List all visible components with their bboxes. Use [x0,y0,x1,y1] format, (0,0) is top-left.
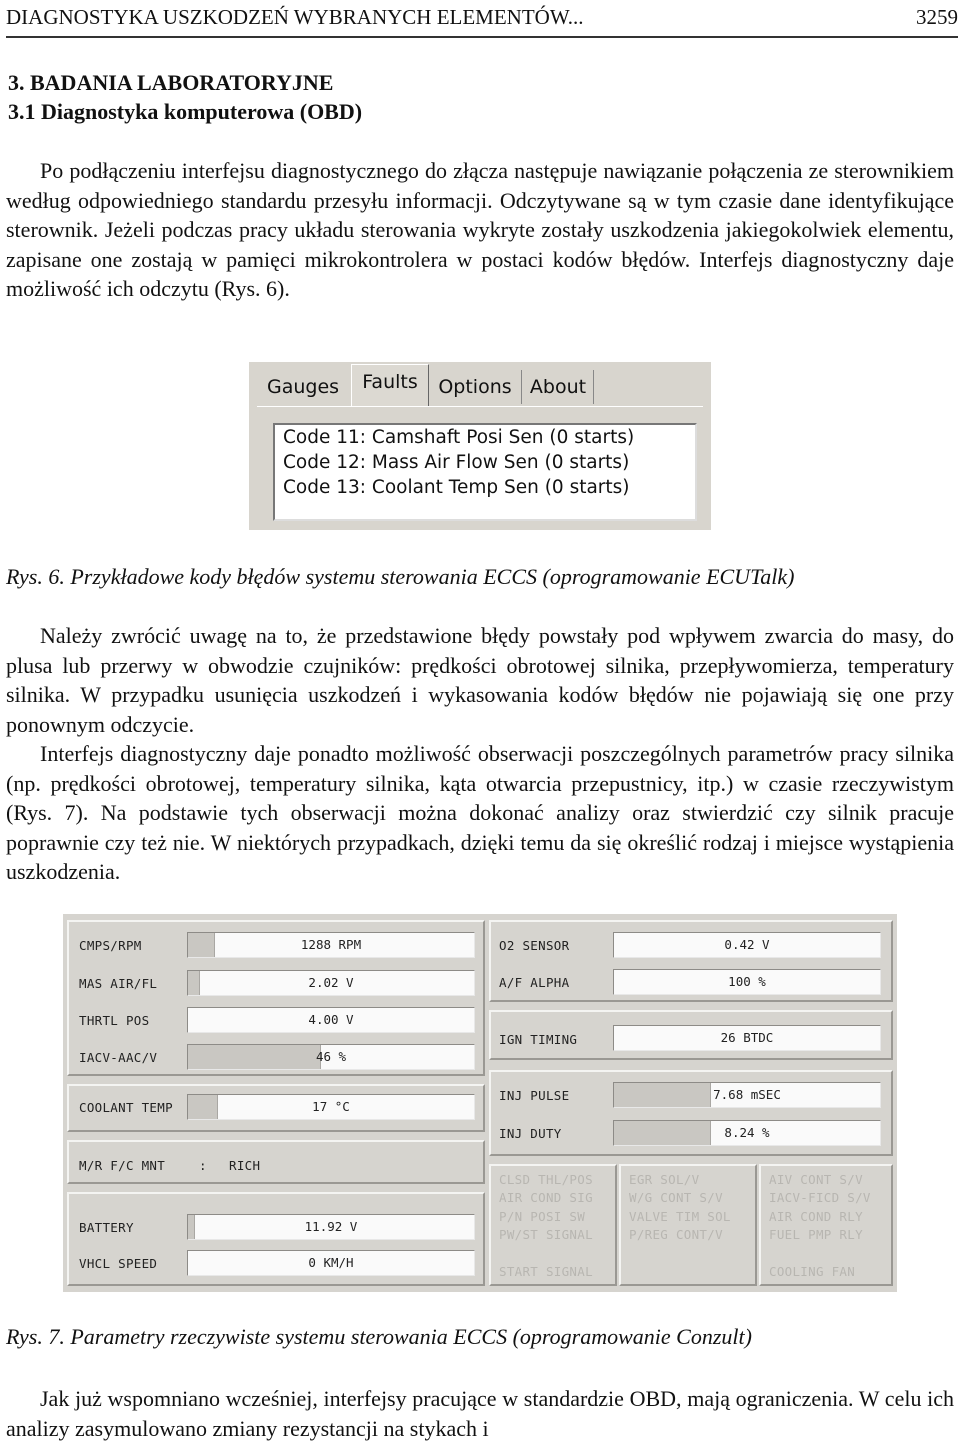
o2-sensor-gauge [613,932,881,958]
fault-code-item[interactable]: Code 12: Mass Air Flow Sen (0 starts) [283,452,630,473]
signal-indicator: W/G CONT S/V [629,1190,723,1205]
ecutalk-window [249,362,711,530]
tab-faults[interactable]: Faults [351,364,429,407]
mr-fc-group [67,1140,485,1184]
signal-indicator: CLSD THL/POS [499,1172,593,1187]
vhcl-speed-value: 0 KM/H [308,1255,354,1270]
section-heading: 3. BADANIA LABORATORYJNE [8,70,334,95]
battery-gauge [187,1214,475,1240]
signal-indicator: IACV-FICD S/V [769,1190,871,1205]
conzult-data-panel [63,914,897,1292]
inj-pulse-value: 7.68 mSEC [713,1087,781,1102]
ign-timing-gauge [613,1025,881,1051]
fault-code-list[interactable] [273,423,697,521]
tab-gauges[interactable]: Gauges [255,370,352,404]
cmps-value: 1288 RPM [300,937,362,952]
injector-group [489,1070,893,1156]
iacv-value: 46 % [315,1049,347,1064]
tab-bar [249,362,711,406]
battery-speed-group [67,1192,485,1286]
signal-indicator: FUEL PMP RLY [769,1227,863,1242]
subsection-heading: 3.1 Diagnostyka komputerowa (OBD) [8,99,363,124]
mr-fc-mnt-value: RICH [229,1158,261,1173]
ign-timing-group [489,1010,893,1060]
coolant-temp-gauge [187,1094,475,1120]
fault-code-item[interactable]: Code 11: Camshaft Posi Sen (0 starts) [283,427,635,448]
tab-about[interactable]: About [523,370,594,404]
o2-sensor-label: O2 SENSOR [499,938,570,953]
inj-duty-value: 8.24 % [724,1125,770,1140]
mr-fc-separator: : [199,1158,207,1173]
engine-gauges-group [67,920,485,1076]
signal-indicator: P/REG CONT/V [629,1227,723,1242]
af-alpha-value: 100 % [728,974,766,989]
battery-value: 11.92 V [304,1219,358,1234]
af-alpha-label: A/F ALPHA [499,975,570,990]
signal-indicator: PW/ST SIGNAL [499,1227,593,1242]
o2-af-group [489,920,893,1002]
thrtl-pos-label: THRTL POS [79,1013,150,1028]
iacv-gauge [187,1044,475,1070]
fault-code-item[interactable]: Code 13: Coolant Temp Sen (0 starts) [283,477,630,498]
signal-indicator: AIR COND RLY [769,1209,863,1224]
mas-air-gauge [187,970,475,996]
signal-indicator: AIR COND SIG [499,1190,593,1205]
iacv-label: IACV-AAC/V [79,1050,158,1065]
page-number: 3259 [916,5,958,29]
paragraph-1: Po podłączeniu interfejsu diagnostycznego do złącza następuje nawiązanie połączenia ze sterownikiem według odpowiedniego standardu przesyłu informacji. Odczytywane są w tym czasie dane identyfikujące sterownik. Jeżeli podczas pracy układu sterowania wykryte zostały uszkodzenia jakiegokolwiek elementu, zapisane one zostają w pamięci mikrokontrolera w postaci kodów błędów. Interfejs diagnostyczny daje możliwość ich odczytu (Rys. 6). [6,158,954,301]
thrtl-pos-gauge [187,1007,475,1033]
tab-options[interactable]: Options [429,370,522,404]
signal-indicator: VALVE TIM SOL [629,1209,731,1224]
mas-air-value: 2.02 V [308,975,354,990]
cmps-gauge [187,932,475,958]
vhcl-speed-label: VHCL SPEED [79,1256,158,1271]
cmps-label: CMPS/RPM [79,938,142,953]
inj-pulse-gauge [613,1082,881,1108]
figure-7-caption: Rys. 7. Parametry rzeczywiste systemu sterowania ECCS (oprogramowanie Conzult) [6,1324,752,1349]
paragraph-2: Należy zwrócić uwagę na to, że przedstawione błędy powstały pod wpływem zwarcia do masy, do plusa lub przerwy w obwodzie czujników: prędkości obrotowej silnika, przepływomierza, temperatury silnika. W przypadku usunięcia uszkodzeń i wykasowania kodów błędów nie pojawiają się one przy ponownym odczycie. [6,623,954,737]
signal-indicator: COOLING FAN [769,1264,856,1279]
battery-label: BATTERY [79,1220,134,1235]
switch-signals-col2 [619,1164,757,1286]
vhcl-speed-gauge [187,1250,475,1276]
running-header [6,2,958,38]
o2-sensor-value: 0.42 V [724,937,770,952]
switch-signals-col1 [489,1164,617,1286]
ign-timing-label: IGN TIMING [499,1032,578,1047]
running-title: DIAGNOSTYKA USZKODZEŃ WYBRANYCH ELEMENTÓW... [6,5,584,29]
coolant-group [67,1084,485,1132]
signal-indicator: AIV CONT S/V [769,1172,863,1187]
af-alpha-gauge [613,969,881,995]
switch-signals-col3 [759,1164,893,1286]
inj-duty-label: INJ DUTY [499,1126,562,1141]
mas-air-label: MAS AIR/FL [79,976,158,991]
signal-indicator: P/N POSI SW [499,1209,586,1224]
inj-pulse-label: INJ PULSE [499,1088,570,1103]
mr-fc-mnt-label: M/R F/C MNT [79,1158,166,1173]
faults-panel [257,406,703,527]
paragraph-4: Jak już wspomniano wcześniej, interfejsy pracujące w standardzie OBD, mają ograniczenia. W celu ich analizy zasymulowano zmiany rezystancji na stykach i [6,1386,954,1441]
signal-indicator: EGR SOL/V [629,1172,700,1187]
ign-timing-value: 26 BTDC [720,1030,774,1045]
thrtl-pos-value: 4.00 V [308,1012,354,1027]
coolant-temp-label: COOLANT TEMP [79,1100,173,1115]
paragraph-3: Interfejs diagnostyczny daje ponadto możliwość obserwacji poszczególnych parametrów pracy silnika (np. prędkości obrotowej, temperatury silnika, kąta otwarcia przepustnicy, itp.) w czasie rzeczywistym (Rys. 7). Na podstawie tych obserwacji można dokonać analizy oraz stwierdzić czy silnik pracuje poprawnie czy też nie. W niektórych przypadkach, dzięki temu da się określić rodzaj i miejsce wystąpienia uszkodzenia. [6,741,954,884]
figure-6-caption: Rys. 6. Przykładowe kody błędów systemu sterowania ECCS (oprogramowanie ECUTalk) [6,564,795,589]
signal-indicator: START SIGNAL [499,1264,593,1279]
inj-duty-gauge [613,1120,881,1146]
coolant-temp-value: 17 °C [312,1099,350,1114]
